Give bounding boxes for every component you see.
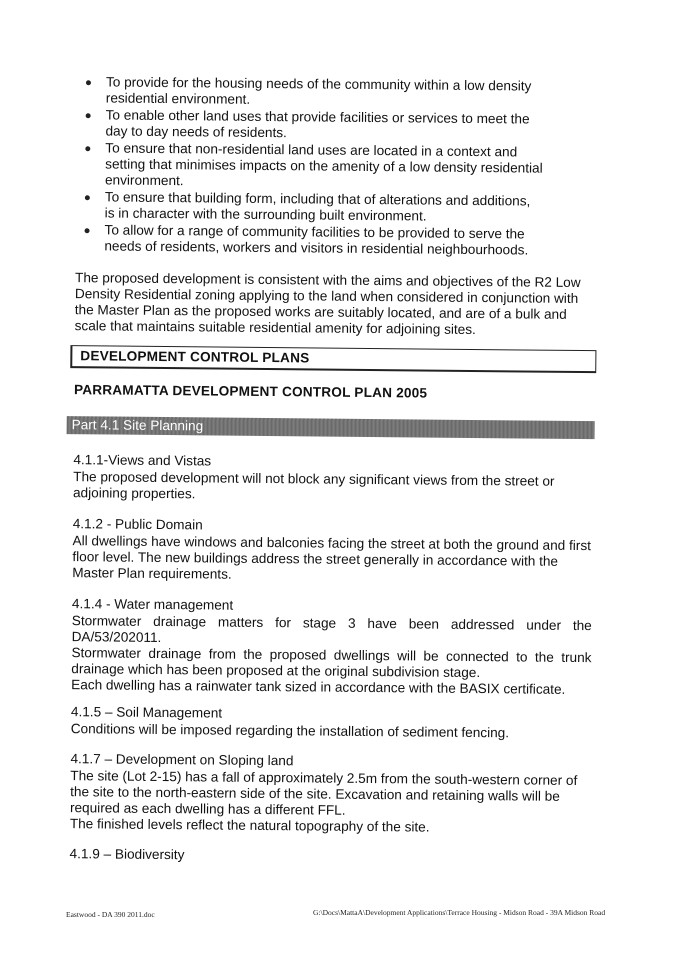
list-item: To provide for the housing needs of the community within a low density residential environment. <box>84 74 544 110</box>
section-body: The site (Lot 2-15) has a fall of approximately 2.5m from the south-western corner of the site to the north-eastern side of the site. Excavation and retaining walls will be required as each dwelling has a different FFL. <box>69 768 578 818</box>
list-item: To ensure that building form, including that of alterations and additions, is in character with the surrounding built environment. <box>83 189 543 225</box>
consistency-paragraph: The proposed development is consistent with the aims and objectives of the R2 Low Density Residential zoning applying to the land when considered in conjunction with the Master Plan as the proposed works are suitably located, and are of a bulk and scale that maintains suitable residential amenity for adjoining sites. <box>74 270 581 338</box>
list-item: To enable other land uses that provide facilities or services to meet the day to day needs of residents. <box>83 107 543 143</box>
section-biodiversity <box>69 846 589 868</box>
section-body: All dwellings have windows and balconies facing the street at both the ground and first floor level. The new buildings address the street generally in accordance with the Master Plan requirements. <box>72 533 592 582</box>
section-body: Each dwelling has a rainwater tank sized in accordance with the BASIX certificate. <box>71 677 566 697</box>
list-item: To allow for a range of community facilities to be provided to serve the needs of residents, workers and visitors in residential neighbourhoods. <box>82 222 542 258</box>
bullet-icon <box>85 195 90 200</box>
section-title: 4.1.5 – Soil Management <box>70 704 223 721</box>
section-body: Stormwater drainage matters for stage 3 have been addressed under the DA/53/202011. <box>71 613 592 645</box>
part-heading-bar <box>67 416 595 439</box>
section-title: 4.1.2 - Public Domain <box>72 516 203 533</box>
plan-heading: PARRAMATTA DEVELOPMENT CONTROL PLAN 2005 <box>73 382 428 401</box>
section-views <box>73 452 593 506</box>
page-content <box>1 0 676 863</box>
section-title: 4.1.7 – Development on Sloping land <box>70 751 294 769</box>
section-soil-management <box>71 704 591 742</box>
section-body: The proposed development will not block any significant views from the street or adjoining properties. <box>72 469 555 502</box>
section-heading: DEVELOPMENT CONTROL PLANS <box>80 348 310 366</box>
section-body: Conditions will be imposed regarding the installation of sediment fencing. <box>70 721 510 741</box>
objectives-list <box>82 74 544 259</box>
bullet-icon <box>86 80 91 85</box>
bullet-icon <box>85 146 90 151</box>
section-public-domain <box>72 516 593 586</box>
footer-path: G:\Docs\MattaA\Development Applications\Terrace Housing - Midson Road - 39A Midson Road <box>313 908 606 917</box>
section-sloping-land <box>70 751 591 837</box>
section-water-management <box>71 596 592 698</box>
list-item: To ensure that non-residential land uses are located in a context and setting that minimises impacts on the amenity of a low density residential environment. <box>83 140 543 192</box>
section-body: The finished levels reflect the natural topography of the site. <box>69 816 430 835</box>
footer-filename: Eastwood - DA 390 2011.doc <box>66 910 155 919</box>
section-title: 4.1.4 - Water management <box>71 596 234 613</box>
part-heading: Part 4.1 Site Planning <box>71 417 204 434</box>
section-heading-box <box>70 345 596 373</box>
section-title: 4.1.1-Views and Vistas <box>73 452 212 469</box>
section-title: 4.1.9 – Biodiversity <box>69 846 185 863</box>
bullet-icon <box>85 228 90 233</box>
bullet-icon <box>86 113 91 118</box>
section-body: Stormwater drainage from the proposed dwellings will be connected to the trunk drainage which has been proposed at the original subdivision stage. <box>71 645 592 681</box>
